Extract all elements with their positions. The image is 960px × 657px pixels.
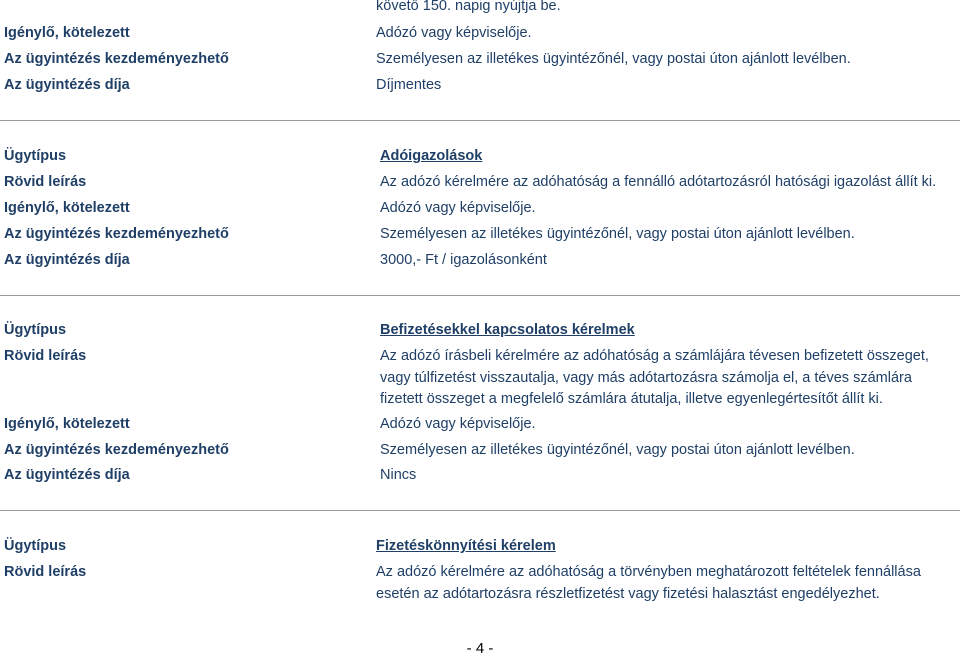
desc-label: Rövid leírás [4,348,87,364]
fee-value: 3000,- Ft / igazolásonként [380,252,547,268]
initiation-label: Az ügyintézés kezdeményezhető [4,51,229,67]
requester-label: Igénylő, kötelezett [4,25,130,41]
case-title: Adóigazolások [380,148,483,164]
requester-value: Adózó vagy képviselője. [380,416,536,432]
fee-label: Az ügyintézés díja [4,252,130,268]
section-divider [0,510,960,511]
row-fee [0,467,960,489]
section-divider [0,295,960,296]
type-label: Ügytípus [4,148,67,164]
desc-label: Rövid leírás [4,564,87,580]
case-title: Befizetésekkel kapcsolatos kérelmek [380,322,635,338]
fee-label: Az ügyintézés díja [4,467,130,483]
row-type [0,148,960,170]
row-fee [0,252,960,274]
row-requester [0,25,960,47]
row-type [0,538,960,560]
type-label: Ügytípus [4,322,67,338]
row-fee [0,77,960,99]
row-continued-text [0,0,960,20]
fee-label: Az ügyintézés díja [4,77,130,93]
desc-line: fizetett összeget a megfelelő számlára átutalja, illetve egyenlegértesítőt állít ki. [380,391,883,407]
initiation-value: Személyesen az illetékes ügyintézőnél, vagy postai úton ajánlott levélben. [380,226,855,242]
desc-paragraph [376,562,921,605]
initiation-label: Az ügyintézés kezdeményezhető [4,442,229,458]
row-type [0,322,960,344]
page-number: - 4 - [466,640,494,657]
case-title: Fizetéskönnyítési kérelem [376,538,556,554]
requester-label: Igénylő, kötelezett [4,416,130,432]
row-initiation [0,51,960,73]
initiation-value: Személyesen az illetékes ügyintézőnél, vagy postai úton ajánlott levélben. [380,442,855,458]
requester-value: Adózó vagy képviselője. [376,25,532,41]
desc-label: Rövid leírás [4,174,87,190]
type-label: Ügytípus [4,538,67,554]
requester-label: Igénylő, kötelezett [4,200,130,216]
initiation-label: Az ügyintézés kezdeményezhető [4,226,229,242]
desc-value: Az adózó kérelmére az adóhatóság a fennálló adótartozásról hatósági igazolást állít ki. [380,174,937,190]
fee-value: Díjmentes [376,77,442,93]
requester-value: Adózó vagy képviselője. [380,200,536,216]
desc-line: Az adózó írásbeli kérelmére az adóhatóság a számlájára tévesen befizetett összeget, [380,348,929,364]
desc-paragraph [380,346,929,411]
row-requester [0,416,960,438]
row-requester [0,200,960,222]
desc-line: vagy túlfizetést visszautalja, vagy más adótartozásra számolja el, a téves számlára [380,369,912,386]
desc-line: Az adózó kérelmére az adóhatóság a törvényben meghatározott feltételek fennállása [376,564,921,580]
fee-value: Nincs [380,467,417,483]
row-desc [0,174,960,196]
section-divider [0,120,960,121]
initiation-value: Személyesen az illetékes ügyintézőnél, vagy postai úton ajánlott levélben. [376,51,851,67]
row-initiation [0,442,960,464]
row-initiation [0,226,960,248]
continued-text: követő 150. napig nyújtja be. [376,0,561,14]
desc-line: esetén az adótartozásra részletfizetést vagy fizetési halasztást engedélyezhet. [376,585,880,602]
